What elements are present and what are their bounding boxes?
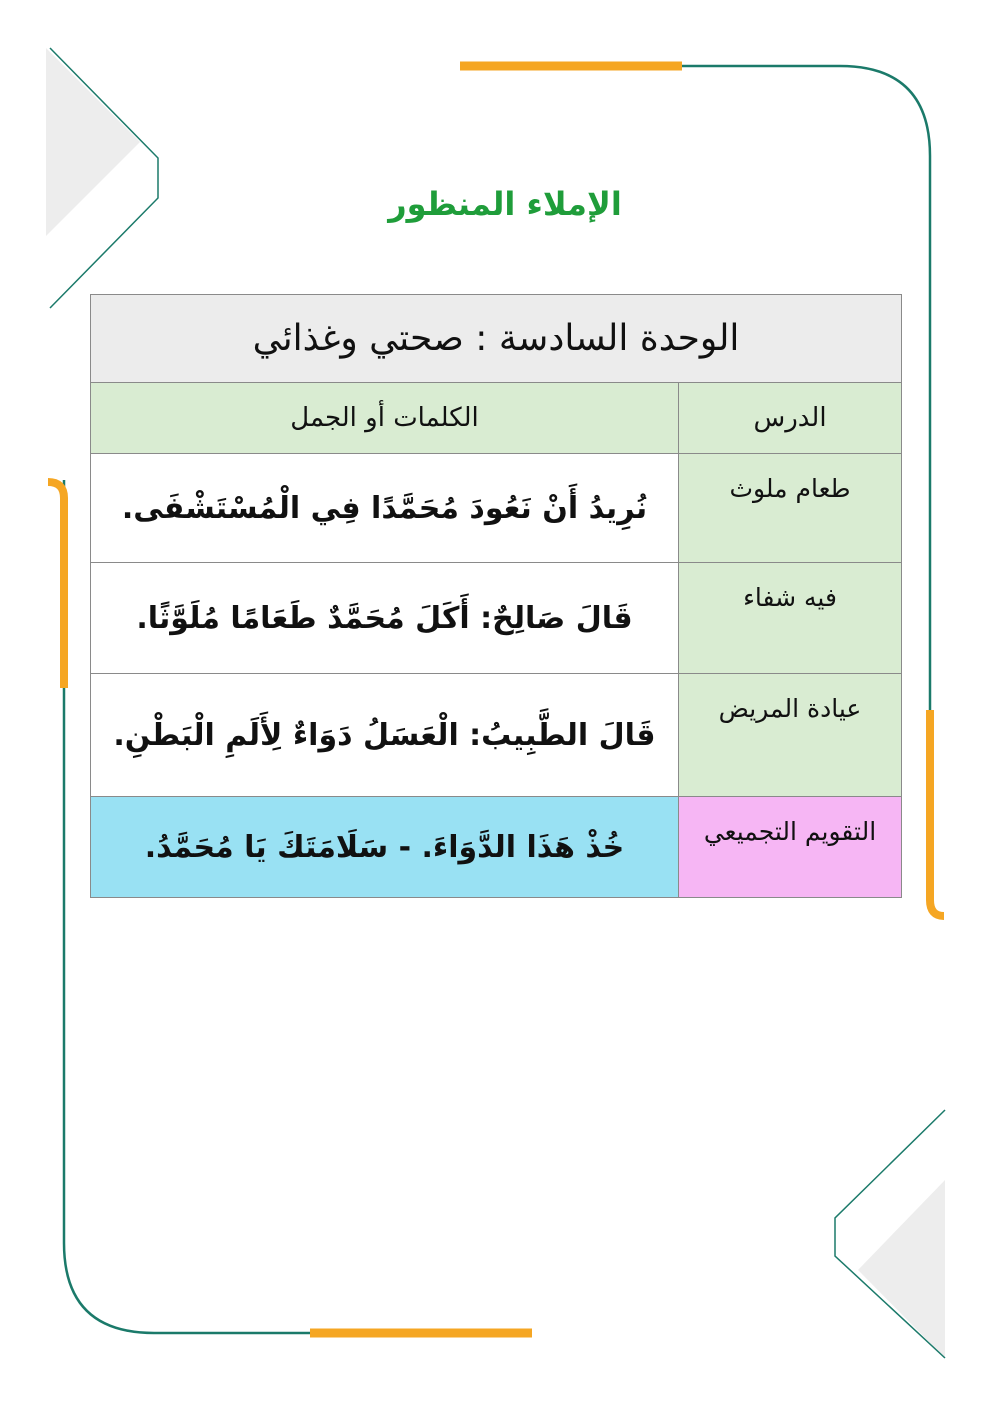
final-assessment-row <box>91 797 902 898</box>
table-row <box>91 563 902 674</box>
table-row <box>91 674 902 797</box>
dictation-sentence: قَالَ الطَّبِيبُ: الْعَسَلُ دَوَاءٌ لِأَلَمِ الْبَطْنِ. <box>91 674 679 797</box>
lesson-name: طعام ملوث <box>679 454 902 563</box>
dictation-sentence: نُرِيدُ أَنْ نَعُودَ مُحَمَّدًا فِي الْمُسْتَشْفَى. <box>91 454 679 563</box>
unit-row <box>91 295 902 383</box>
page-title: الإملاء المنظور <box>388 185 622 223</box>
header-words: الكلمات أو الجمل <box>91 383 679 454</box>
lesson-name: فيه شفاء <box>679 563 902 674</box>
header-row <box>91 383 902 454</box>
final-assessment-sentence: خُذْ هَذَا الدَّوَاءَ. - سَلَامَتَكَ يَا مُحَمَّدُ. <box>91 797 679 898</box>
table-row <box>91 454 902 563</box>
unit-title: الوحدة السادسة : صحتي وغذائي <box>91 295 902 383</box>
lesson-name: عيادة المريض <box>679 674 902 797</box>
final-assessment-label: التقويم التجميعي <box>679 797 902 898</box>
dictation-sentence: قَالَ صَالِحٌ: أَكَلَ مُحَمَّدٌ طَعَامًا مُلَوَّثًا. <box>91 563 679 674</box>
dictation-table <box>90 294 902 898</box>
header-lesson: الدرس <box>679 383 902 454</box>
